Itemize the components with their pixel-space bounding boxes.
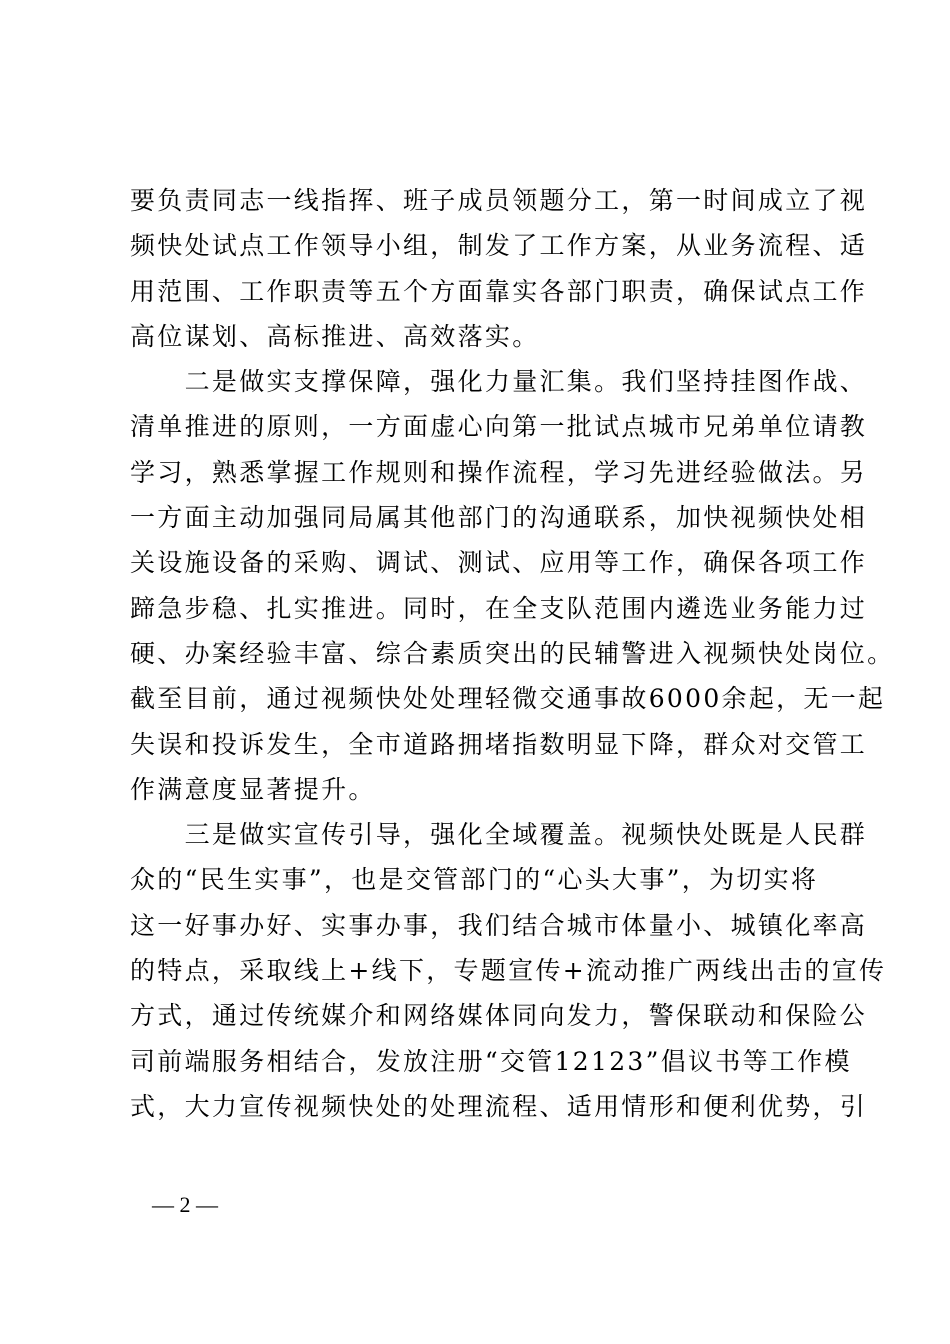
text-line-7: 学习，熟悉掌握工作规则和操作流程，学习先进经验做法。另	[130, 457, 868, 487]
text-line-16: 众的“民生实事”，也是交管部门的“心头大事”，为切实将	[130, 865, 819, 895]
page-number: — 2 —	[152, 1192, 218, 1217]
text-line-10: 蹄急步稳、扎实推进。同时，在全支队范围内遴选业务能力过	[130, 593, 868, 623]
text-line-3: 用范围、工作职责等五个方面靠实各部门职责，确保试点工作	[130, 276, 868, 306]
body-text	[130, 178, 895, 1129]
text-line-14: 作满意度显著提升。	[130, 774, 376, 804]
text-line-20: 司前端服务相结合，发放注册“交管12123”倡议书等工作模	[130, 1046, 852, 1076]
text-line-13: 失误和投诉发生，全市道路拥堵指数明显下降，群众对交管工	[130, 729, 868, 759]
text-line-17: 这一好事办好、实事办事，我们结合城市体量小、城镇化率高	[130, 910, 868, 940]
text-line-9: 关设施设备的采购、调试、测试、应用等工作，确保各项工作	[130, 548, 868, 578]
text-line-5: 二是做实支撑保障，强化力量汇集。我们坚持挂图作战、	[130, 367, 868, 397]
text-line-11: 硬、办案经验丰富、综合素质突出的民辅警进入视频快处岗位。	[130, 638, 895, 668]
text-line-8: 一方面主动加强同局属其他部门的沟通联系，加快视频快处相	[130, 503, 868, 533]
text-line-15: 三是做实宣传引导，强化全域覆盖。视频快处既是人民群	[130, 820, 868, 850]
text-line-21: 式，大力宣传视频快处的处理流程、适用情形和便利优势，引	[130, 1091, 868, 1121]
text-line-1: 要负责同志一线指挥、班子成员领题分工，第一时间成立了视	[130, 186, 868, 215]
text-line-4: 高位谋划、高标推进、高效落实。	[130, 321, 540, 351]
text-line-18: 的特点，采取线上+线下，专题宣传+流动推广两线出击的宣传	[130, 956, 887, 986]
text-line-2: 频快处试点工作领导小组，制发了工作方案，从业务流程、适	[130, 231, 868, 261]
text-line-6: 清单推进的原则，一方面虚心向第一批试点城市兄弟单位请教	[130, 412, 868, 442]
text-line-19: 方式，通过传统媒介和网络媒体同向发力，警保联动和保险公	[130, 1001, 868, 1031]
text-line-12: 截至目前，通过视频快处处理轻微交通事故6000余起，无一起	[130, 684, 886, 714]
